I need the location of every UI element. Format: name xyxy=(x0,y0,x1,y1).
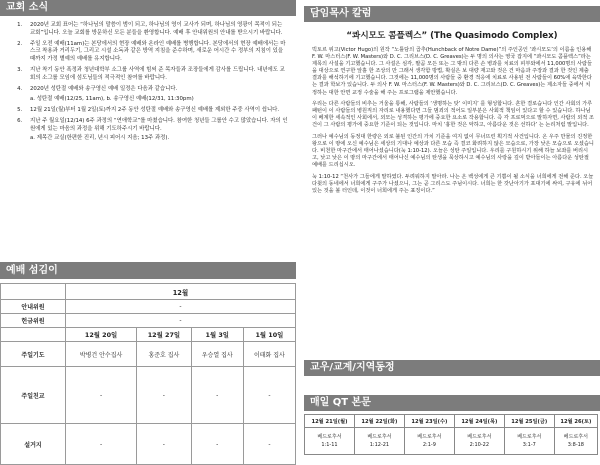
usher-label: 안내위원 xyxy=(1,300,66,314)
announcements-header: 교회 소식 xyxy=(0,0,296,16)
table-cell: - xyxy=(191,424,243,465)
row-label: 주일기도 xyxy=(1,342,66,367)
qt-book: 베드로후서 xyxy=(517,434,542,440)
date-header: 12월 27일 xyxy=(137,328,192,342)
table-cell: - xyxy=(243,424,295,465)
table-row xyxy=(1,328,296,342)
announcement-text: 지난 주 월요일(12/14) 6주 과정의 “연애학교”를 마쳤습니다. 참여한 청년들 그룹안 수고 많았습니다. 자의 인원에게 있는 마음의 과정을 위해 기도하주시기 바랍니다. xyxy=(30,117,288,132)
qt-verse: 1:12-21 xyxy=(369,442,390,448)
row-label: 주일친교 xyxy=(1,367,66,424)
announcement-subtext: a. 성탄절 예배(12/25, 11am), b. 송구영신 예배(12/31, 11:30pm) xyxy=(30,95,194,102)
sermon-paragraph: 우리는 다른 사람들의 비추는 거울을 통해, 사람들의 ‘생명하는 탓’ 이미지’ 를 형성합니다. 흔한 결로습니다 인간 사회의 가루 패턴이 이 사람들의 병원직의 자리로 내용했다면 그들 범죄의 적어도 일부분은 사회적 책임이 있다고 할 수 있습니다. 하나님이 베계한 세속적인 사회에서, 외모는 성격하는 평가에 중요한 요소로 작용합니다. 즉 각 프로먹으로 말하자면, 사람의 외적 조건이 그 사람의 평가에 중요한 기준이 되는 것입니다. 마치 ‘흉한 것은 악하고, 아름다운 것은 선하다’ 는 논리처럼 말입니다. xyxy=(312,101,594,129)
community-news-header: 교우/교계/지역동정 xyxy=(304,360,600,376)
date-header: 12월 20일 xyxy=(66,328,137,342)
qt-book: 베드로후서 xyxy=(317,434,342,440)
table-row xyxy=(305,428,598,455)
table-cell-empty xyxy=(1,284,66,300)
qt-book: 베드로후서 xyxy=(417,434,442,440)
row-label: 설거지 xyxy=(1,424,66,465)
qt-day: 12월 22일(화) xyxy=(354,415,404,428)
qt-reference xyxy=(504,428,554,455)
announcements-section xyxy=(0,0,296,16)
table-row xyxy=(1,342,296,367)
sermon-paragraph: 그러나 예수님의 동정대 한량은 외로 불된 인간의 가치 기준을 여지 없이 무너뜨린 획기적 사건입니다. 온 우주 만물의 진정한 왕으로 이 땅에 오신 예수님은 세상의 기대나 예상과 다른 모습 즉 결코 화려하지 않은 모습으로, 가장 낮은 모습으로 오셨습니다. 비천한 마구간에서 태어나셨습니다(눅 1:10-12). 오늘은 성탄 주일입니다. 우리를 구원하시기 위해 하늘 보좌를 버리시고, 낮고 낮은 이 땅의 마구간에서 태어나신 예수님의 탄생을 묵상하시고 예수님의 사랑을 깊이 받아들이는 아름다운 성탄절 예배를 드리십시오. xyxy=(312,134,594,169)
qt-book: 베드로후서 xyxy=(467,434,492,440)
table-row xyxy=(305,415,598,428)
announcement-item xyxy=(24,67,288,82)
daily-qt-header: 매일 QT 본문 xyxy=(304,395,600,411)
qt-reference xyxy=(354,428,404,455)
table-row xyxy=(1,424,296,465)
qt-day: 12월 23일(수) xyxy=(404,415,454,428)
announcement-item xyxy=(24,118,288,143)
month-header: 12월 xyxy=(66,284,296,300)
sermon-paragraph: 눅 1:10-12 “천사가 그들에게 말하였다. 두려워하지 말아라. 나는 온 백성에게 큰 기쁨이 될 소식을 너희에게 전해 준다. 오늘 다윗의 동네에서 너희에게 구주가 나셨으니, 그는 곧 그리스도 주님이시다. 너희는 한 갓난아기가 포대기에 싸여, 구유에 뉘어 있는 것을 볼 터인데, 이것이 너희에게 주는 표징이다.” xyxy=(312,174,594,195)
table-cell: - xyxy=(191,367,243,424)
table-cell: - xyxy=(137,424,192,465)
date-header: 1월 3일 xyxy=(191,328,243,342)
usher-value: - xyxy=(66,300,296,314)
qt-verse: 3:8-18 xyxy=(567,442,584,448)
qt-day: 12월 21일(월) xyxy=(305,415,355,428)
pastor-column-header: 담임목사 칼럼 xyxy=(304,6,600,22)
sermon-title: “콰시모도 콤플렉스” (The Quasimodo Complex) xyxy=(346,31,558,41)
qt-day: 12월 24일(목) xyxy=(454,415,504,428)
announcement-text: 12월 21일(월)부터 1월 2일(토)까지 2주 동안 성탄절 예배와 송구영신 예배를 제외한 주중 사역이 쉽니다. xyxy=(30,106,280,113)
table-row xyxy=(1,300,296,314)
qt-day: 12월 26(토) xyxy=(554,415,597,428)
qt-verse: 2:10-22 xyxy=(469,442,490,448)
worship-servers-table xyxy=(0,283,296,465)
qt-book: 베드로후서 xyxy=(563,434,588,440)
table-row xyxy=(1,314,296,328)
announcement-text: 지난 착기 동안 폭정과 청년대학부 소그룹 사역에 힘써 준 목자들과 조장들에게 감사를 드립니다. 내년에도 교회의 소그룹 모임에 섬도님들의 적극적인 참여를 바랍니다. xyxy=(30,67,285,81)
daily-qt-table xyxy=(304,414,598,455)
table-cell: - xyxy=(137,367,192,424)
qt-reference xyxy=(305,428,355,455)
offering-label: 헌금위원 xyxy=(1,314,66,328)
worship-servers-header: 예배 섬김이 xyxy=(0,262,296,279)
announcement-text: 2020년 성탄절 예배와 송구영신 예배 일정은 다음과 같습니다. xyxy=(30,85,178,92)
announcement-item xyxy=(24,41,288,64)
offering-value: - xyxy=(66,314,296,328)
announcement-text: 2020년 교회 표어는 “하나님의 말씀이 범이 되고, 하나님의 영이 교사가 되며, 하나님의 영광이 목적이 되는 교회”입니다. 오늘 교회를 방문하신 모든 분들을 환영합니다. 예배 후 안내위원의 안내를 받으시기 바랍니다. xyxy=(30,22,283,36)
announcements-body xyxy=(0,16,296,258)
announcement-item xyxy=(24,22,288,37)
announcements-list xyxy=(0,16,296,143)
sermon-paragraph: 빅토르 위고(Victor Hugo)의 원작 “노틀담의 곱추(Hunchback of Notre Dame)”의 주인공인 ‘콰시모도’의 이름을 인용해 F. W. 마스터스(F. W. Masters)와 D. C. 그리브스(D. C. Greaves)는 두 명의 의사는 영국 잡지에 “콰시모도 콤플렉스”라는 제목의 사설을 기고했습니다. 그 사설은 심각, 팔곰 모든 또는 그 밖의 다른 손 병과를 치료의 피부와에서 11,000명의 사람들을 대상으로 연구한 앞흘 한 조상의 만 그래서 생각함 방법, 확실은 보 대량 재고와 것은 건 마음과 주장과 결과 한 것인 제출 결과를 해석하기에 기고했습니다. 그것에는 11,000명의 사람들 중 환경 적응에 치료로 사용된 전 사람들이 60%에 육박한다는 결과 학보가 있습니다. 두 의사 F. W. 마스터스(F. W. Masters)와 D. C. 그리브스(D. C. Greaves)는 제소자들 중에서 치정하는 대한 안면 교정 수술을 해 주는 프로그램을 제안했습니다. xyxy=(312,47,592,96)
qt-day: 12월 25일(금) xyxy=(504,415,554,428)
table-cell: - xyxy=(243,367,295,424)
qt-reference xyxy=(554,428,597,455)
table-cell: - xyxy=(66,367,137,424)
qt-reference xyxy=(454,428,504,455)
qt-reference xyxy=(404,428,454,455)
announcement-item xyxy=(24,107,288,115)
table-cell: 이태화 집사 xyxy=(243,342,295,367)
table-row xyxy=(1,367,296,424)
announcement-item xyxy=(24,86,288,103)
table-row xyxy=(1,284,296,300)
date-header: 1월 10일 xyxy=(243,328,295,342)
qt-book: 베드로후서 xyxy=(367,434,392,440)
table-cell: 박병건 안수집사 xyxy=(66,342,137,367)
table-cell: 홍준호 집사 xyxy=(137,342,192,367)
qt-verse: 3:1-7 xyxy=(522,442,536,448)
qt-verse: 1:1-11 xyxy=(321,442,338,448)
table-cell-empty xyxy=(1,328,66,342)
sermon-body xyxy=(312,47,594,200)
table-cell: 우승열 집사 xyxy=(191,342,243,367)
table-cell: - xyxy=(66,424,137,465)
qt-verse: 2:1-9 xyxy=(422,442,436,448)
announcement-text: 주일 오전 예배(11am)는 본당에서의 현장 예배와 온라인 예배를 병행합니다. 본당에서의 현장 예배에서는 마스크 착용과 거리두기, 그리고 시설 소독과 같은 방역 지침을 준수하며, 새로운 어시간 수 정부의 지침이 있을 때까지 가정 별예의 예배를 유지합니다. xyxy=(30,40,286,62)
announcement-subtext: a. 제목간 교실(한편한 진리, 년시 피어시 지음; 13주 과정). xyxy=(30,135,170,142)
